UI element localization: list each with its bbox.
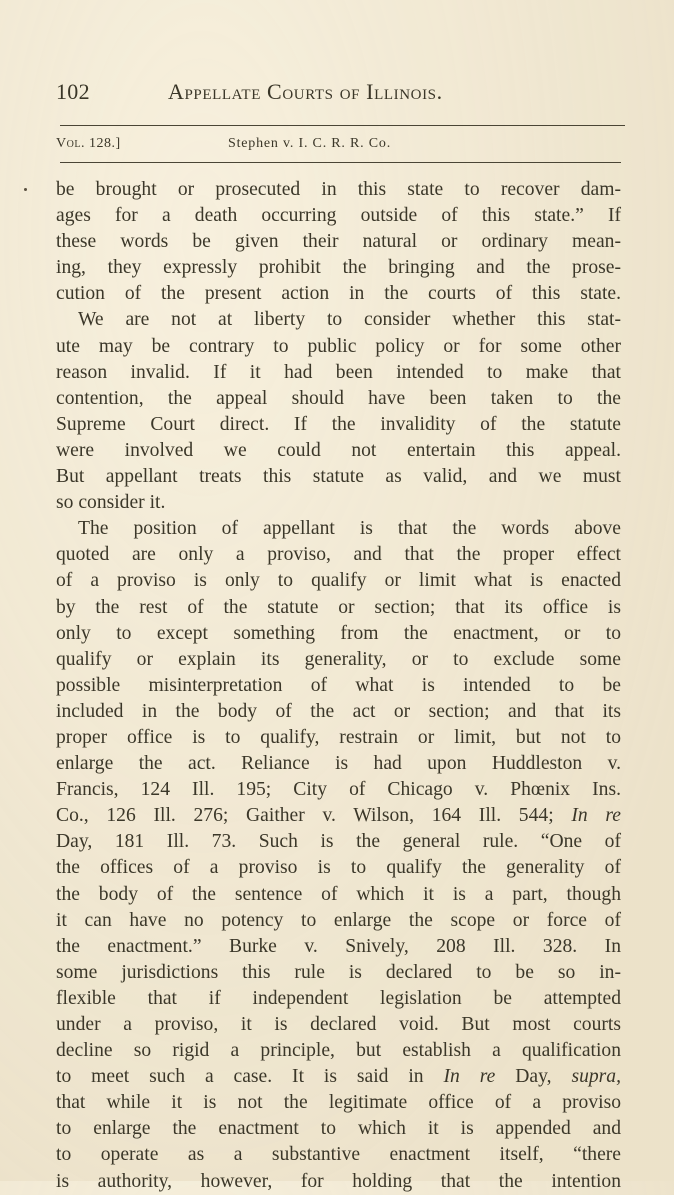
case-subhead [56,130,626,152]
text-line: contention, the appeal should have been taken to the [56,387,621,409]
citation-text: Co., 126 Ill. 276; Gaither v. Wilson, 164 Ill. 544; [56,805,554,827]
body-text [56,177,621,1195]
text-line [56,803,621,829]
case-reference-italic: In re [443,1066,496,1088]
page-number: 102 [56,79,90,104]
supra-italic: supra, [571,1066,621,1088]
text-line: quoted are only a proviso, and that the proper effect [56,544,621,566]
text-line: some jurisdictions this rule is declared to be so in- [56,961,621,983]
text-segment: Day, [515,1066,552,1088]
text-line: to operate as a substantive enactment itself, “there [56,1144,621,1166]
case-name: Stephen v. I. C. R. R. Co. [228,136,392,151]
paragraph-start-line: We are not at liberty to consider whether this stat- [78,309,621,331]
text-line: proper office is to qualify, restrain or limit, but not to [56,726,621,748]
text-line: qualify or explain its generality, or to exclude some [56,648,621,670]
text-line: the enactment.” Burke v. Snively, 208 Ill. 328. In [56,935,621,957]
text-line: Day, 181 Ill. 73. Such is the general rule. “One of [56,831,621,853]
text-line: cution of the present action in the courts of this state. [56,283,621,305]
running-head [56,79,626,109]
text-line: ages for a death occurring outside of this state.” If [56,205,621,227]
text-line: ing, they expressly prohibit the bringing and the prose- [56,257,621,279]
text-line: be brought or prosecuted in this state to recover dam- [56,179,621,200]
text-line: Francis, 124 Ill. 195; City of Chicago v. Phœnix Ins. [56,779,621,801]
text-line: possible misinterpretation of what is intended to be [56,674,621,696]
header-rule-bottom [60,162,621,163]
text-segment: to meet such a case. It is said in [56,1066,424,1088]
header-rule-top [60,125,625,126]
text-line: these words be given their natural or ordinary mean- [56,231,621,253]
text-line: it can have no potency to enlarge the scope or force of [56,909,621,931]
text-line: enlarge the act. Reliance is had upon Huddleston v. [56,753,621,775]
text-line: flexible that if independent legislation be attempted [56,987,621,1009]
volume-label: Vol. 128.] [56,136,121,151]
paper-speck [24,188,27,191]
text-line: decline so rigid a principle, but establish a qualification [56,1040,621,1062]
text-line: that while it is not the legitimate office of a proviso [56,1092,621,1114]
text-line: under a proviso, it is declared void. But most courts [56,1014,621,1035]
text-line: were involved we could not entertain this appeal. [56,439,621,461]
text-line: the offices of a proviso is to qualify the generality of [56,857,621,879]
text-line: ute may be contrary to public policy or for some other [56,335,621,357]
text-line [56,1064,621,1090]
paragraph-start-line: The position of appellant is that the words above [78,518,621,540]
text-line: by the rest of the statute or section; that its office is [56,596,621,618]
text-line: to enlarge the enactment to which it is appended and [56,1118,621,1140]
text-line: included in the body of the act or section; and that its [56,700,621,722]
running-title: Appellate Courts of Illinois. [168,79,443,104]
text-line: is authority, however, for holding that the intention [56,1170,621,1192]
case-reference-italic: In re [571,805,621,827]
text-line: of a proviso is only to qualify or limit what is enacted [56,570,621,592]
paragraph-end-line: so consider it. [56,492,166,514]
text-line: the body of the sentence of which it is a part, though [56,883,621,905]
text-line: But appellant treats this statute as valid, and we must [56,466,621,488]
text-line: Supreme Court direct. If the invalidity of the statute [56,413,621,435]
text-line: only to except something from the enactment, or to [56,622,621,644]
text-line: reason invalid. If it had been intended to make that [56,361,621,383]
